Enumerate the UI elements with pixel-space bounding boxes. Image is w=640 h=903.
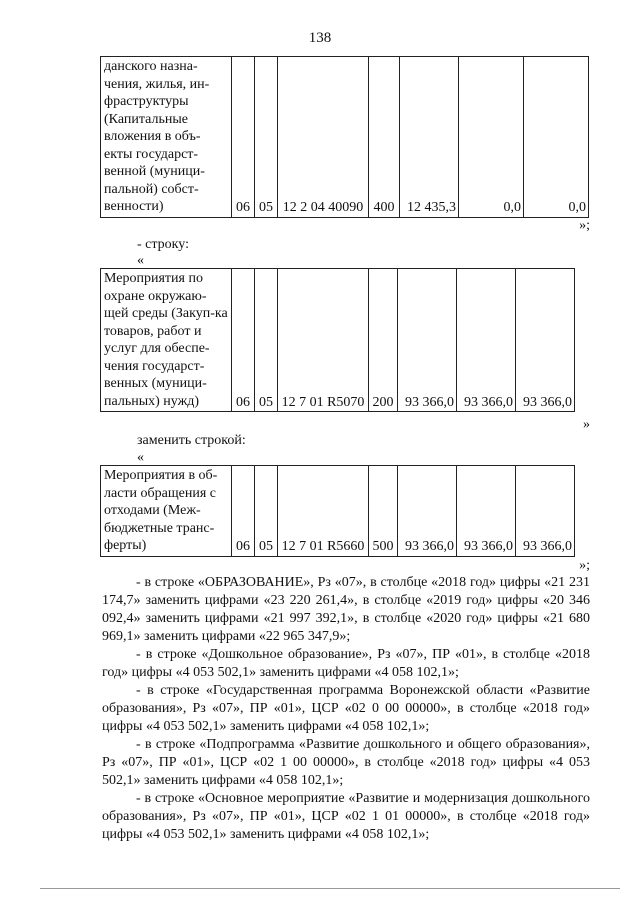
closing-quote: »; (579, 558, 590, 573)
rz-cell: 06 (232, 57, 255, 218)
table-row (101, 57, 589, 218)
amendment-paragraph: - в строке «Государственная программа Воронежской области «Развитие образования», Рз «07», ПР «01», ЦСР «02 0 00 00000», в столбце «2018 год» цифры «4 053 502,1» заменить цифрами «4 058 102,1»; (102, 683, 590, 734)
opening-quote: « (137, 253, 144, 268)
value-2019-cell: 93 366,0 (457, 466, 516, 557)
row-name: Мероприятия по охране окружаю-щей среды (Закуп-ка товаров, работ и услуг для обеспе-чения государст-венных (муници-пальных) нужд) (101, 269, 232, 412)
rz-cell: 06 (232, 466, 255, 557)
vr-cell: 400 (369, 57, 400, 218)
budget-table-continued (100, 56, 589, 218)
closing-quote: » (583, 417, 590, 432)
amendment-paragraph: - в строке «ОБРАЗОВАНИЕ», Рз «07», в столбце «2018 год» цифры «21 231 174,7» заменить цифрами «23 220 261,4», в столбце «2019 год» цифры «20 346 092,4» заменить цифрами «21 997 392,1», в столбце «2020 год» цифры «21 680 969,1» заменить цифрами «22 965 347,9»; (102, 575, 590, 644)
value-2019-cell: 0,0 (459, 57, 524, 218)
instruction-label-replace: заменить строкой: (137, 433, 246, 448)
csr-cell: 12 7 01 R5660 (278, 466, 369, 557)
value-2020-cell: 93 366,0 (516, 466, 575, 557)
row-name: Мероприятия в об-ласти обращения с отходами (Меж-бюджетные транс-ферты) (101, 466, 232, 557)
csr-cell: 12 7 01 R5070 (278, 269, 369, 412)
value-2020-cell: 0,0 (524, 57, 589, 218)
pr-cell: 05 (255, 466, 278, 557)
value-2019-cell: 93 366,0 (457, 269, 516, 412)
instruction-label-row: - строку: (137, 237, 189, 252)
amendment-paragraph: - в строке «Основное мероприятие «Развитие и модернизация дошкольного образования», Рз «07», ПР «01», ЦСР «02 1 01 00000», в столбце «2018 год» цифры «4 053 502,1» заменить цифрами «4 058 102,1»; (102, 791, 590, 842)
value-2020-cell: 93 366,0 (516, 269, 575, 412)
pr-cell: 05 (255, 269, 278, 412)
pr-cell: 05 (255, 57, 278, 218)
row-name: данского назна-чения, жилья, ин-фраструктуры (Капитальные вложения в объ-екты государст-венной (муници-пальной) собст-венности) (101, 57, 232, 218)
page-bottom-rule (40, 888, 620, 889)
csr-cell: 12 2 04 40090 (278, 57, 369, 218)
table-row (101, 466, 575, 557)
amendment-paragraph: - в строке «Подпрограмма «Развитие дошкольного и общего образования», Рз «07», ПР «01», ЦСР «02 1 00 00000», в столбце «2018 год» цифры «4 053 502,1» заменить цифрами «4 058 102,1»; (102, 737, 590, 788)
table-row (101, 269, 575, 412)
budget-table-new-row (100, 465, 575, 557)
opening-quote: « (137, 450, 144, 465)
rz-cell: 06 (232, 269, 255, 412)
page-number: 138 (308, 30, 332, 46)
closing-quote: »; (579, 218, 590, 233)
budget-table-old-row (100, 268, 575, 412)
value-2018-cell: 12 435,3 (400, 57, 459, 218)
vr-cell: 500 (369, 466, 398, 557)
value-2018-cell: 93 366,0 (398, 466, 457, 557)
value-2018-cell: 93 366,0 (398, 269, 457, 412)
vr-cell: 200 (369, 269, 398, 412)
amendment-paragraph: - в строке «Дошкольное образование», Рз «07», ПР «01», в столбце «2018 год» цифры «4 053 502,1» заменить цифрами «4 058 102,1»; (102, 647, 590, 680)
